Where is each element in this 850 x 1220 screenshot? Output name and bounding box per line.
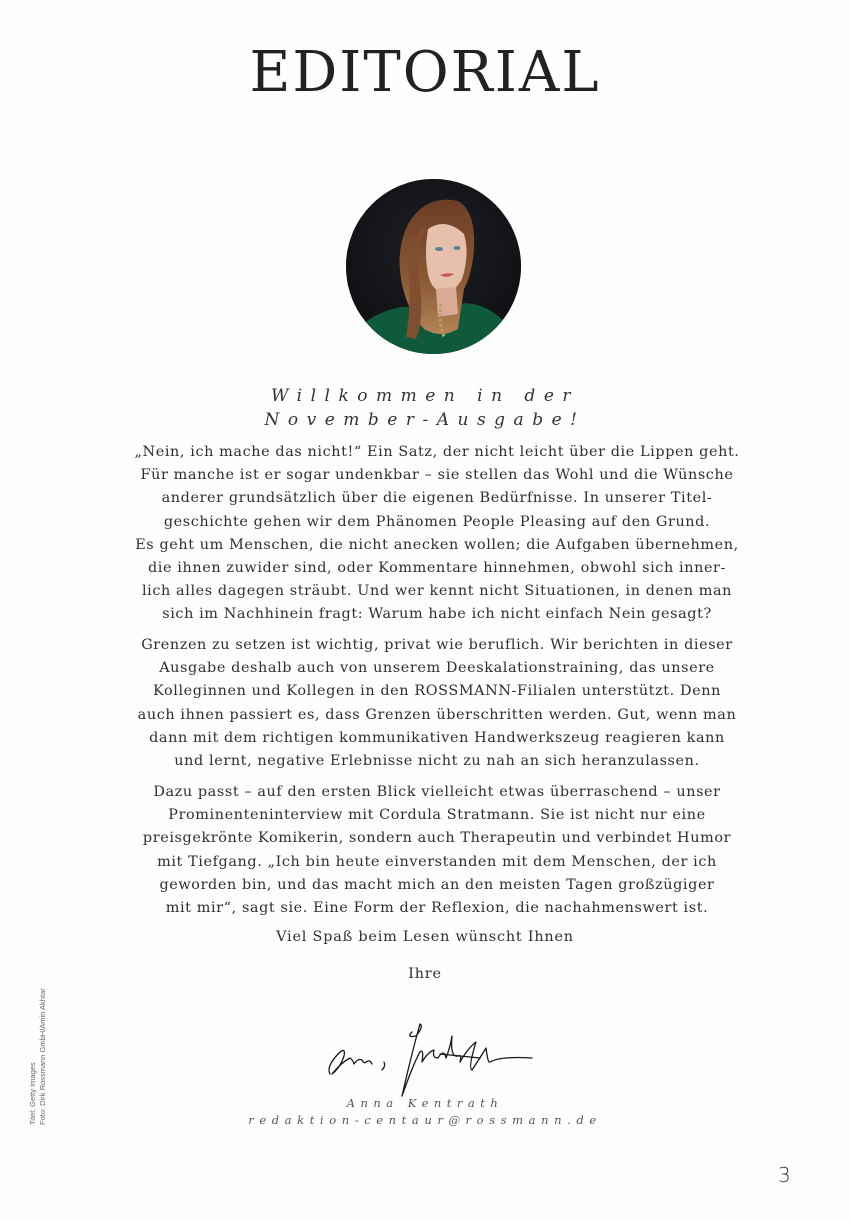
author-name: Anna Kentrath bbox=[346, 1096, 504, 1110]
text-line: Grenzen zu setzen ist wichtig, privat wie beruflich. Wir berichten in dieser bbox=[141, 637, 733, 653]
portrait-image bbox=[346, 179, 521, 354]
greeting-line-2: November-Ausgabe! bbox=[264, 410, 586, 430]
contact-email[interactable]: redaktion-centaur@rossmann.de bbox=[248, 1113, 602, 1127]
text-line: sich im Nachhinein fragt: Warum habe ich nicht einfach Nein gesagt? bbox=[162, 606, 712, 623]
text-line: dann mit dem richtigen kommunikativen Handwerkszeug reagieren kann bbox=[149, 729, 725, 746]
text-line: lich alles dagegen sträubt. Und wer kennt nicht Situationen, in denen man bbox=[141, 583, 733, 600]
text-line: anderer grundsätzlich über die eigenen Bedürfnisse. In unserer Titel- bbox=[161, 490, 713, 507]
page-number: 3 bbox=[778, 1163, 791, 1187]
credit-title: Titel: Getty Images bbox=[28, 1062, 37, 1125]
handwritten-signature bbox=[320, 1012, 550, 1102]
text-line: Für manche ist er sogar undenkbar – sie stellen das Wohl und die Wünsche bbox=[140, 467, 734, 484]
paragraph-1 bbox=[112, 441, 762, 627]
page-title: EDITORIAL bbox=[249, 40, 601, 105]
text-line: mit mir“, sagt sie. Eine Form der Reflexion, die nachahmenswert ist. bbox=[165, 900, 709, 917]
text-line: Ausgabe deshalb auch von unserem Deeskalationstraining, das unsere bbox=[159, 660, 715, 677]
text-line: preisgekrönte Komikerin, sondern auch Therapeutin und verbindet Humor bbox=[142, 830, 732, 847]
text-line: Es geht um Menschen, die nicht anecken wollen; die Aufgaben übernehmen, bbox=[135, 536, 739, 553]
text-line: geschichte gehen wir dem Phänomen People Pleasing auf den Grund. bbox=[163, 513, 711, 530]
greeting-line-1: Willkommen in der bbox=[270, 386, 580, 406]
sign-off: Ihre bbox=[408, 966, 442, 982]
text-line: Prominenteninterview mit Cordula Stratmann. Sie ist nicht nur eine bbox=[168, 807, 706, 824]
issue-greeting-heading bbox=[0, 384, 850, 432]
text-line: die ihnen zuwider sind, oder Kommentare hinnehmen, obwohl sich inner- bbox=[147, 560, 726, 577]
text-line: und lernt, negative Erlebnisse nicht zu nah an sich heranzulassen. bbox=[174, 753, 700, 770]
text-line: „Nein, ich mache das nicht!“ Ein Satz, der nicht leicht über die Lippen geht. bbox=[134, 444, 740, 460]
text-line: geworden bin, und das macht mich an den meisten Tagen großzügiger bbox=[159, 876, 715, 893]
text-line: Dazu passt – auf den ersten Blick vielleicht etwas überraschend – unser bbox=[153, 784, 721, 800]
photo-credits bbox=[28, 988, 48, 1125]
text-line: mit Tiefgang. „Ich bin heute einverstanden mit dem Menschen, der ich bbox=[157, 853, 717, 870]
text-line: Kolleginnen und Kollegen in den ROSSMANN-Filialen unterstützt. Denn bbox=[153, 683, 721, 700]
text-line: auch ihnen passiert es, dass Grenzen überschritten werden. Gut, wenn man bbox=[137, 706, 737, 723]
paragraph-3 bbox=[112, 781, 762, 920]
closing-greeting: Viel Spaß beim Lesen wünscht Ihnen bbox=[276, 929, 574, 945]
credit-photo: Foto: Dirk Rossmann GmbH/Amin Akhtar bbox=[38, 988, 47, 1125]
author-portrait bbox=[346, 179, 521, 354]
paragraph-2 bbox=[112, 634, 762, 773]
